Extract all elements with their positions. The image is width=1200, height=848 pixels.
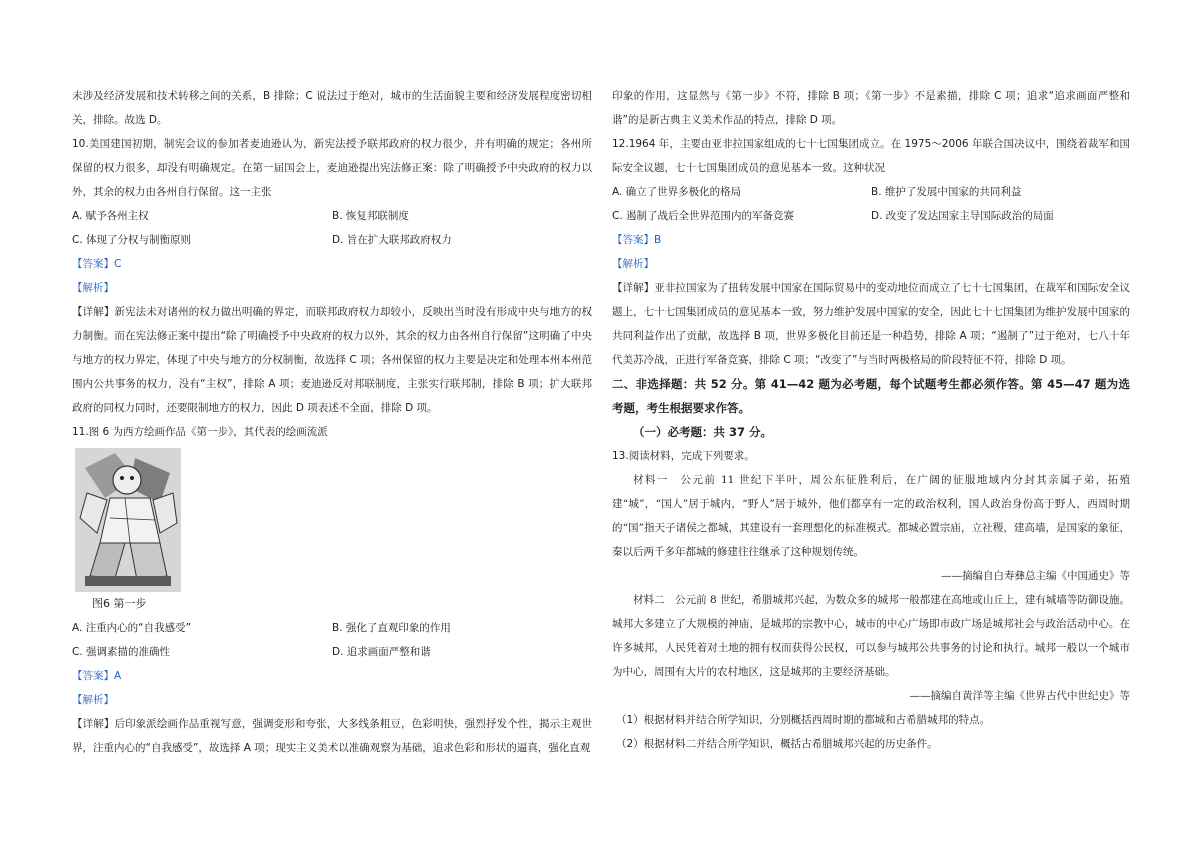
continued-text: 未涉及经济发展和技术转移之间的关系，B 排除；C 说法过于绝对，城市的生活面貌主要和经济发展程度密切相关，排除。故选 D。: [72, 90, 592, 126]
material-two-source: ——摘编自黄洋等主编《世界古代中世纪史》等: [909, 690, 1130, 702]
answer-label: 【答案】A: [72, 670, 122, 682]
option-d: D. 改变了发达国家主导国际政治的局面: [871, 210, 1054, 222]
question-10-stem: 10.美国建国初期，制宪会议的参加者麦迪逊认为，新宪法授予联邦政府的权力很少，并有明确的规定；各州所保留的权力很多，却没有明确规定。在第一届国会上，麦迪逊提出宪法修正案：除了明确授予中央政府的权力以外，其余的权力由各州自行保留。这一主张: [72, 138, 592, 198]
section-heading: 二、非选择题：共 52 分。第 41—42 题为必考题，每个试题考生都必须作答。第 45—47 题为选考题，考生根据要求作答。: [612, 377, 1130, 415]
question-12-options: [612, 180, 1130, 228]
option-d: D. 追求画面严整和谐: [332, 646, 431, 658]
option-d: D. 旨在扩大联邦政府权力: [332, 234, 452, 246]
option-b: B. 恢复邦联制度: [332, 210, 409, 222]
option-b: B. 强化了直观印象的作用: [332, 622, 451, 634]
detail-text: 【详解】亚非拉国家为了扭转发展中国家在国际贸易中的变动地位而成立了七十七国集团，在裁军和国际安全议题上，七十七国集团成员的意见基本一致，努力维护发展中国家的安全，因此七十七国集团为维护发展中国家的共同利益作出了贡献，故选择 B 项，世界多极化目前还是一种趋势，排除 A 项；“遏制了”过于绝对，七八十年代美苏冷战，正进行军备竞赛，排除 C 项；“改变了”与当时两极格局的阶段特征不符，排除 D 项。: [612, 282, 1130, 366]
requirement-2: （2）根据材料二并结合所学知识，概括古希腊城邦兴起的历史条件。: [616, 738, 938, 750]
option-a: A. 确立了世界多极化的格局: [612, 186, 742, 198]
detail-text: 【详解】后印象派绘画作品重视写意，强调变形和夸张，大多线条粗豆，色彩明快，强烈抒发个性，揭示主观世界，注重内心的“自我感受”，故选择 A 项；现实主义美术以准确观察为基础，追求色彩和形状的逼真，强化直观: [72, 718, 592, 754]
option-c: C. 遏制了战后全世界范围内的军备竞赛: [612, 210, 795, 222]
option-a: A. 赋予各州主权: [72, 210, 149, 222]
question-12-stem: 12.1964 年，主要由亚非拉国家组成的七十七国集团成立。在 1975～2006 年联合国决议中，围绕着裁军和国际安全议题，七十七国集团成员的意见基本一致。这种状况: [612, 138, 1130, 174]
question-11-stem: 11.图 6 为西方绘画作品《第一步》，其代表的绘画流派: [72, 426, 328, 438]
painting-image: [75, 448, 181, 592]
requirement-1: （1）根据材料并结合所学知识，分别概括西周时期的都城和古希腊城邦的特点。: [616, 714, 991, 726]
option-c: C. 体现了分权与制衡原则: [72, 234, 192, 246]
material-one-source: ——摘编自白寿彝总主编《中国通史》等: [941, 570, 1130, 582]
option-a: A. 注重内心的“自我感受”: [72, 622, 192, 634]
analysis-label: 【解析】: [72, 694, 114, 706]
answer-label: 【答案】B: [612, 234, 662, 246]
right-column: [612, 84, 1130, 756]
question-10-options: [72, 204, 592, 252]
subsection-heading: （一）必考题：共 37 分。: [633, 425, 773, 439]
answer-label: 【答案】C: [72, 258, 122, 270]
material-two: 材料二 公元前 8 世纪，希腊城邦兴起，为数众多的城邦一般都建在高地或山丘上，建有城墙等防御设施。城邦大多建立了大规模的神庙，是城邦的宗教中心，城市的中心广场即市政广场是城邦社会与政治活动中心。在许多城邦，人民凭着对土地的拥有权而获得公民权，可以参与城邦公共事务的讨论和执行。城邦一般以一个城市为中心，周围有大片的农村地区，这是城邦的主要经济基础。: [612, 594, 1130, 678]
left-column: [72, 84, 592, 760]
cubist-painting-graphic: [75, 448, 181, 592]
detail-text: 【详解】新宪法未对诸州的权力做出明确的界定，而联邦政府权力却较小，反映出当时没有形成中央与地方的权力制衡。而在宪法修正案中提出“除了明确授予中央政府的权力以外，其余的权力由各州自行保留”这明确了中央与地方的权力界定，体现了中央与地方的分权制衡，故选择 C 项；各州保留的权力主要是决定和处理本州本州范围内公共事务的权力，没有“主权”，排除 A 项；麦迪逊反对邦联制度，主张实行联邦制，排除 B 项；扩大联邦政府的同权力同时，还要限制地方的权力，因此 D 项表述不全面，排除 D 项。: [72, 306, 592, 414]
option-c: C. 强调素描的准确性: [72, 646, 171, 658]
question-13-stem: 13.阅读材料，完成下列要求。: [612, 450, 755, 462]
analysis-label: 【解析】: [612, 258, 654, 270]
question-11-options: [72, 616, 592, 664]
option-b: B. 维护了发展中国家的共同利益: [871, 186, 1022, 198]
material-one: 材料一 公元前 11 世纪下半叶，周公东征胜利后，在广阔的征服地域内分封其亲属子弟，拓殖建“城”，“国人”居于城内，“野人”居于城外，他们都享有一定的政治权利，国人政治身份高于野人，西周时期的“国”指天子诸侯之都城，其建设有一套理想化的标准模式。都城必置宗庙，立社稷，建高墙，是国家的象征，秦以后两千多年都城的修建往往继承了这种规划传统。: [612, 474, 1130, 558]
continued-text: 印象的作用，这显然与《第一步》不符，排除 B 项；《第一步》不是素描，排除 C 项；追求“追求画面严整和谐”的是新古典主义美术作品的特点，排除 D 项。: [612, 90, 1130, 126]
figure-caption: 图6 第一步: [92, 597, 147, 610]
analysis-label: 【解析】: [72, 282, 114, 294]
